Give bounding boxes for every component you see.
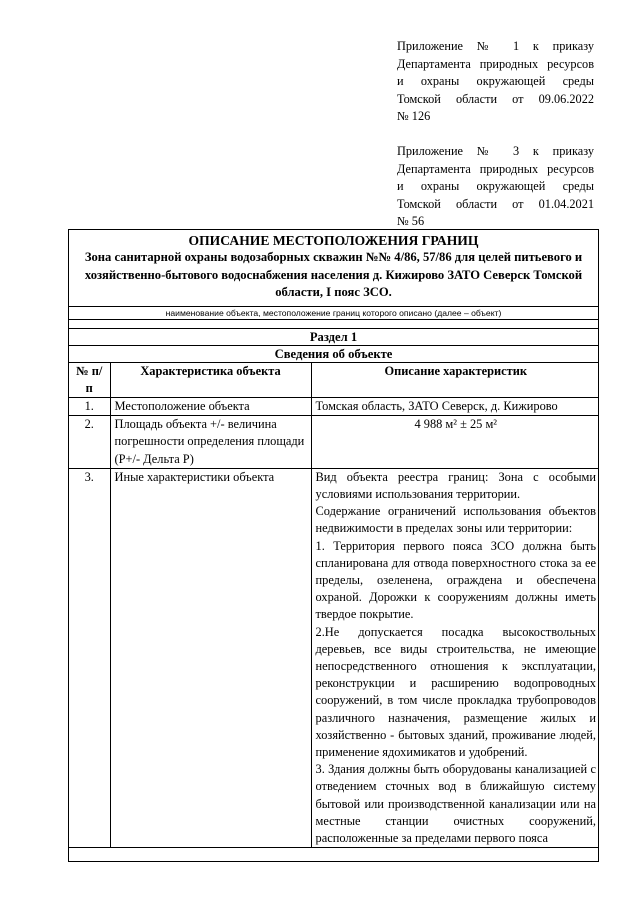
appendix-1-line-4: Томской области от 09.06.2022 xyxy=(397,91,594,106)
appendix-2-line-5: № 56 xyxy=(397,214,425,229)
boundary-description-form xyxy=(68,229,599,862)
object-caption: наименование объекта, местоположение границ которого описано (далее – объект) xyxy=(69,306,598,320)
object-info-table xyxy=(69,362,599,849)
appendix-2-line-4: Томской области от 01.04.2021 xyxy=(397,196,594,211)
appendix-1-line-5: № 126 xyxy=(397,109,431,124)
row-1-name: Местоположение объекта xyxy=(110,397,311,415)
appendix-note-2 xyxy=(397,143,594,231)
header-characteristic: Характеристика объекта xyxy=(110,362,311,397)
appendix-2-line-3: и охраны окружающей среды xyxy=(397,179,594,194)
row-2-num: 2. xyxy=(69,416,110,469)
appendix-1-line-1: Приложение № 1 к приказу xyxy=(397,39,594,53)
document-subtitle: Зона санитарной охраны водозаборных скважин №№ 4/86, 57/86 для целей питьевого и хозяйственно-бытового водоснабжения населения д. Кижирово ЗАТО Северск Томской области, I пояс ЗСО. xyxy=(84,250,583,299)
row-1-desc: Томская область, ЗАТО Северск, д. Кижирово xyxy=(311,397,599,415)
appendix-2-line-2: Департамента природных ресурсов xyxy=(397,161,594,176)
table-row xyxy=(69,416,599,469)
row-2-desc: 4 988 м² ± 25 м² xyxy=(311,416,599,469)
row-3-paragraph-1: Вид объекта реестра границ: Зона с особыми условиями использования территории. xyxy=(315,469,596,501)
table-header-row xyxy=(69,362,599,397)
row-3-paragraph-5: 3. Здания должны быть оборудованы канализацией с отведением сточных вод в ближайшую систему бытовой или производственной канализации или на местные станции очистных сооружений, расположенные за пределами первого пояса xyxy=(315,762,596,845)
appendix-1-line-2: Департамента природных ресурсов xyxy=(397,56,594,71)
row-3-paragraph-2: Содержание ограничений использования объектов недвижимости в пределах зоны или территории: xyxy=(315,504,596,536)
row-3-paragraph-3: 1. Территория первого пояса ЗСО должна быть спланирована для отвода поверхностного стока за ее пределы, озеленена, ограждена и обеспечена охраной. Дорожки к сооружениям должны иметь твердое покрытие. xyxy=(315,538,596,622)
table-row xyxy=(69,397,599,415)
row-2-name: Площадь объекта +/- величина погрешности определения площади (Р+/- Дельта Р) xyxy=(110,416,311,469)
appendix-1-line-3: и охраны окружающей среды xyxy=(397,74,594,89)
table-row xyxy=(69,468,599,847)
row-3-num: 3. xyxy=(69,468,110,847)
appendix-note-1 xyxy=(397,38,594,126)
header-num: № п/п xyxy=(69,362,110,397)
row-3-desc xyxy=(311,468,599,847)
subsection-heading: Сведения об объекте xyxy=(69,345,598,362)
row-1-num: 1. xyxy=(69,397,110,415)
title-block xyxy=(69,230,598,302)
row-3-name: Иные характеристики объекта xyxy=(110,468,311,847)
document-title: ОПИСАНИЕ МЕСТОПОЛОЖЕНИЯ ГРАНИЦ xyxy=(188,233,479,248)
row-3-paragraph-4: 2.Не допускается посадка высокоствольных деревьев, все виды строительства, не имеющие непосредственного отношения к эксплуатации, реконструкции и расширению водопроводных сооружений, в том числе прокладка трубопроводов различного назначения, размещение жилых и хозяйственно - бытовых зданий, проживание людей, применение ядохимикатов и удобрений. xyxy=(315,624,596,759)
appendix-2-line-1: Приложение № 3 к приказу xyxy=(397,144,594,158)
header-description: Описание характеристик xyxy=(311,362,599,397)
section-heading: Раздел 1 xyxy=(69,328,598,345)
